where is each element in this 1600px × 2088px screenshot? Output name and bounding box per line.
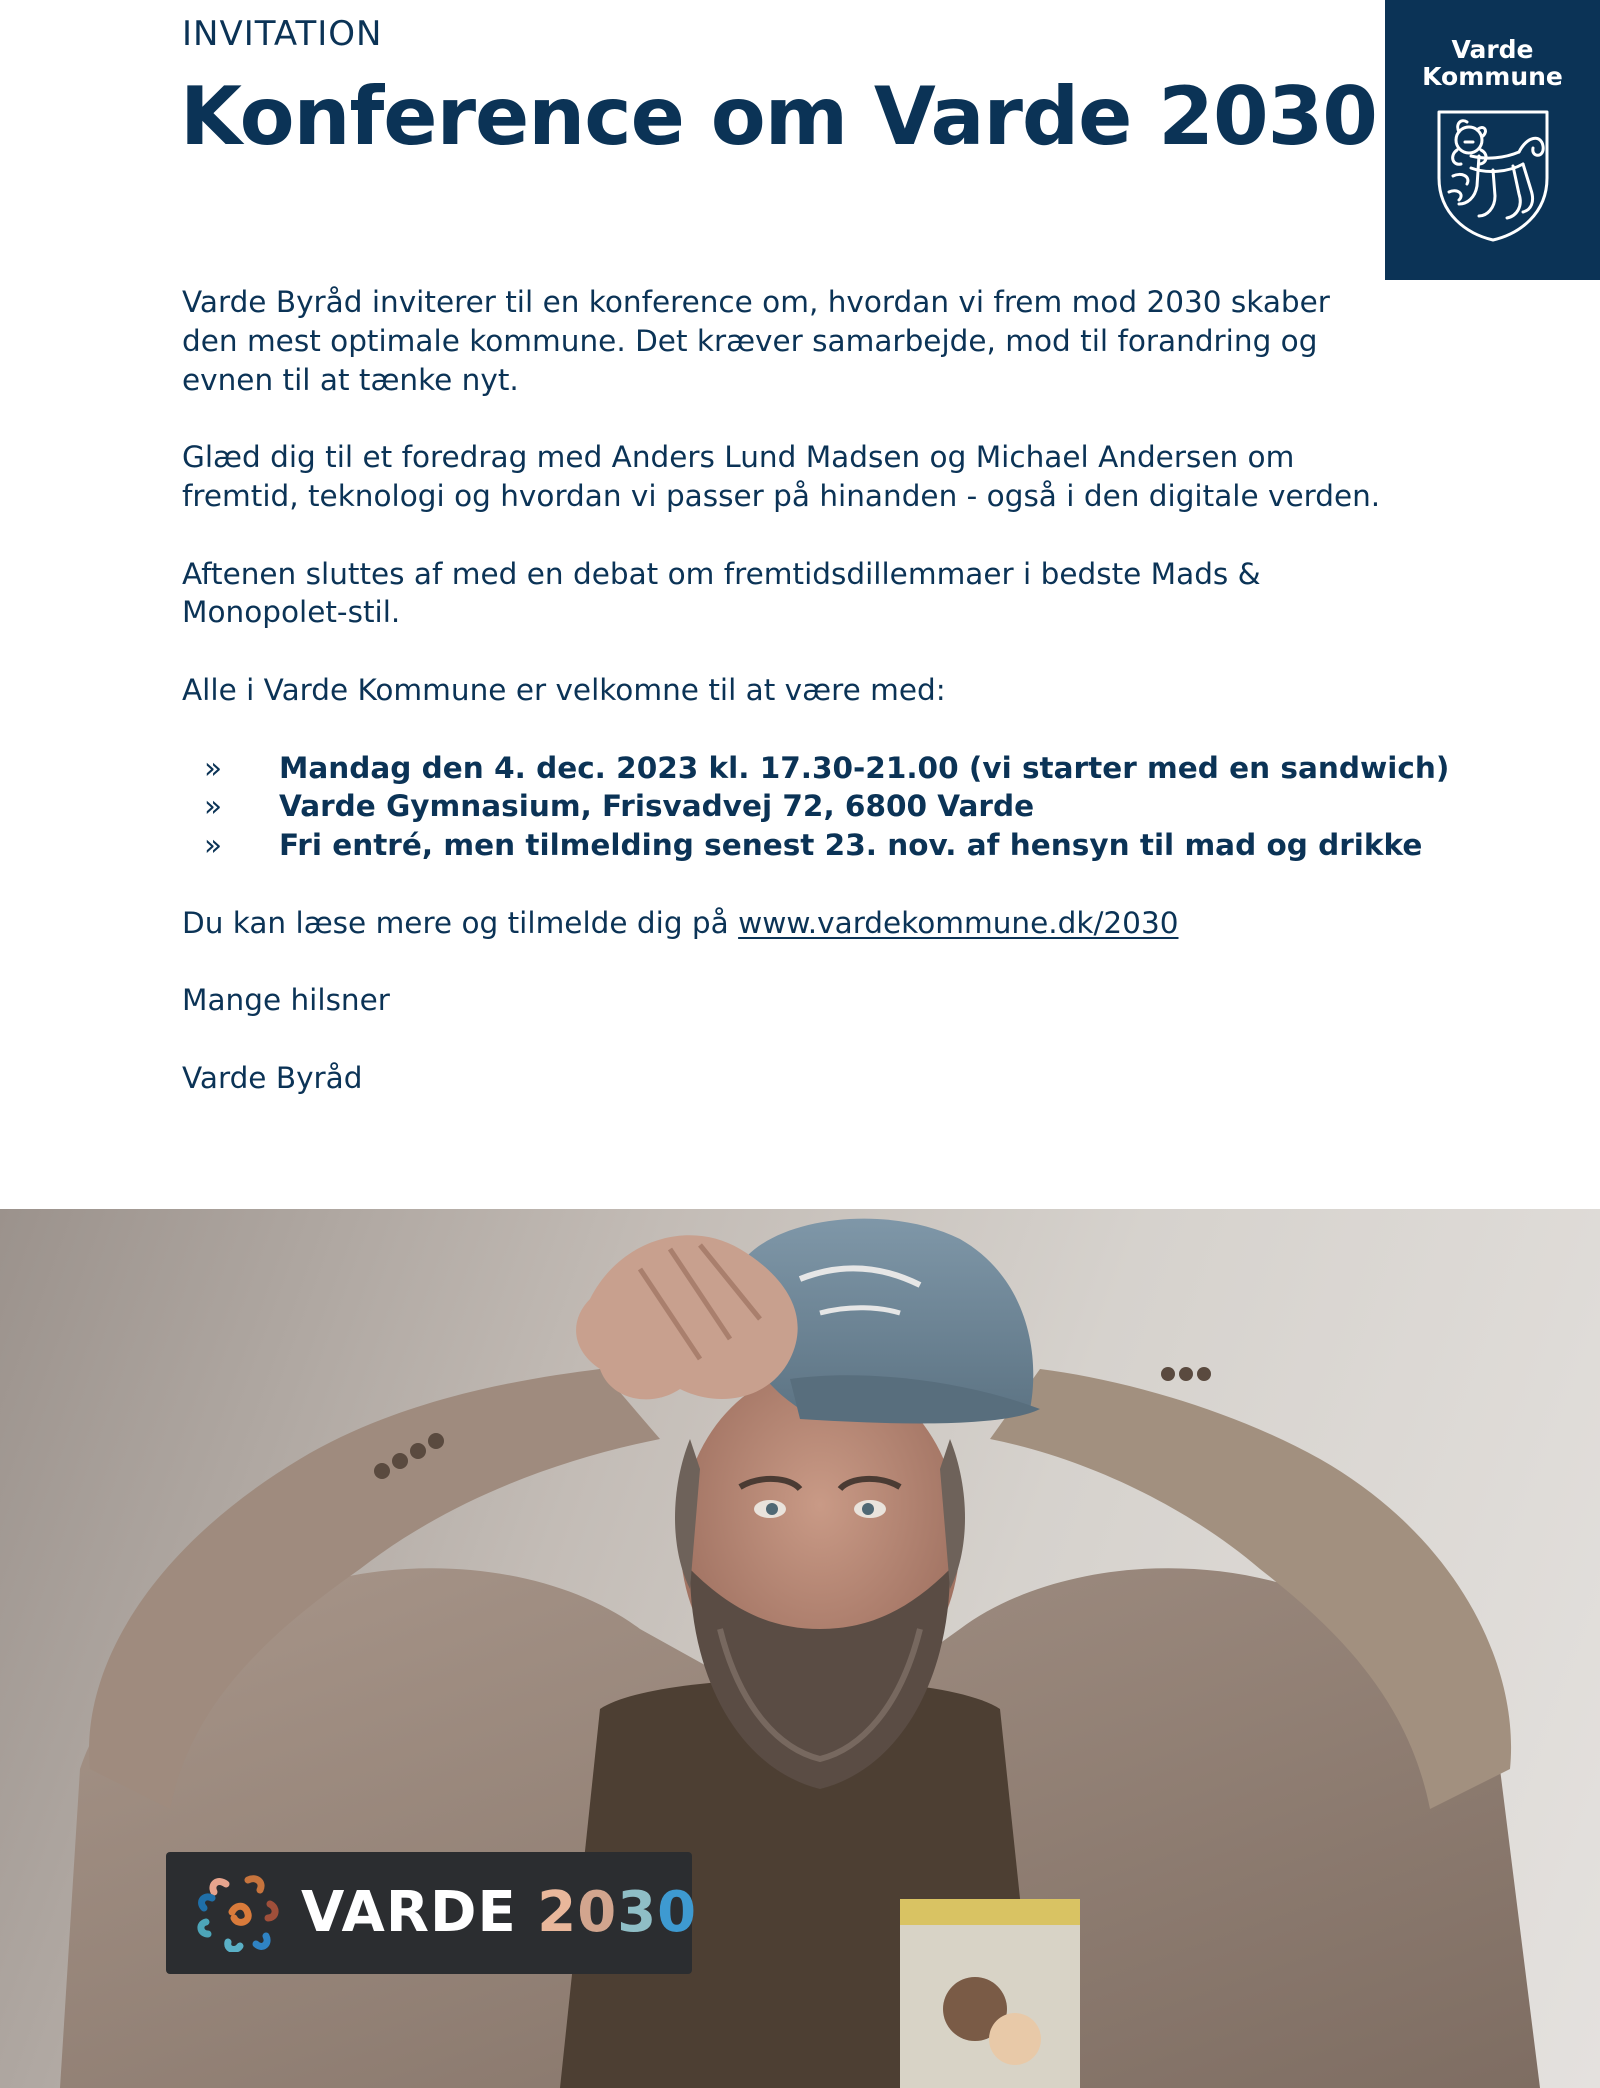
badge-digit-2: 0 bbox=[577, 1880, 618, 1945]
signoff-sender: Varde Byråd bbox=[182, 1060, 363, 1095]
bullet-icon: » bbox=[204, 828, 223, 863]
varde-2030-flower-icon bbox=[196, 1874, 282, 1952]
speakers-paragraph: Glæd dig til et foredrag med Anders Lund Madsen og Michael Andersen om fremtid, teknologi og hvordan vi passer på hinanden - også i den digitale verden. bbox=[182, 440, 1381, 513]
logo-name: Varde Kommune bbox=[1422, 35, 1563, 91]
signoff-greeting: Mange hilsner bbox=[182, 983, 390, 1018]
more-info-paragraph bbox=[182, 904, 1382, 943]
varde-kommune-logo bbox=[1385, 0, 1600, 280]
event-location-text: Varde Gymnasium, Frisvadvej 72, 6800 Varde bbox=[279, 789, 1035, 824]
eyebrow-label: INVITATION bbox=[182, 14, 383, 54]
welcome-paragraph: Alle i Varde Kommune er velkomne til at være med: bbox=[182, 672, 946, 707]
event-registration-text: Fri entré, men tilmelding senest 23. nov. af hensyn til mad og drikke bbox=[279, 828, 1423, 863]
varde-2030-badge bbox=[166, 1852, 698, 1974]
badge-word: VARDE bbox=[301, 1880, 517, 1945]
lion-crest-icon bbox=[1431, 106, 1555, 244]
bullet-icon: » bbox=[204, 789, 223, 824]
website-link[interactable]: www.vardekommune.dk/2030 bbox=[738, 905, 1179, 940]
invitation-body bbox=[182, 283, 1450, 1137]
page-title: Konference om Varde 2030 bbox=[180, 70, 1377, 163]
bullet-icon: » bbox=[204, 750, 223, 785]
more-info-prefix: Du kan læse mere og tilmelde dig på bbox=[182, 905, 739, 940]
event-registration-item bbox=[182, 826, 1423, 865]
badge-digit-4: 0 bbox=[657, 1880, 698, 1945]
event-location-item bbox=[182, 787, 1382, 826]
badge-digit-1: 2 bbox=[537, 1880, 578, 1945]
badge-wordmark bbox=[301, 1880, 697, 1946]
debate-paragraph: Aftenen sluttes af med en debat om fremtidsdillemmaer i bedste Mads & Monopolet-stil. bbox=[182, 556, 1261, 630]
event-details-list bbox=[182, 749, 1450, 865]
event-date-item bbox=[182, 749, 1450, 788]
badge-digit-3: 3 bbox=[617, 1880, 658, 1945]
event-date-text: Mandag den 4. dec. 2023 kl. 17.30-21.00 (vi starter med en sandwich) bbox=[279, 750, 1450, 785]
intro-paragraph: Varde Byråd inviterer til en konference om, hvordan vi frem mod 2030 skaber den mest optimale kommune. Det kræver samarbejde, mod til forandring og evnen til at tænke nyt. bbox=[182, 285, 1330, 397]
